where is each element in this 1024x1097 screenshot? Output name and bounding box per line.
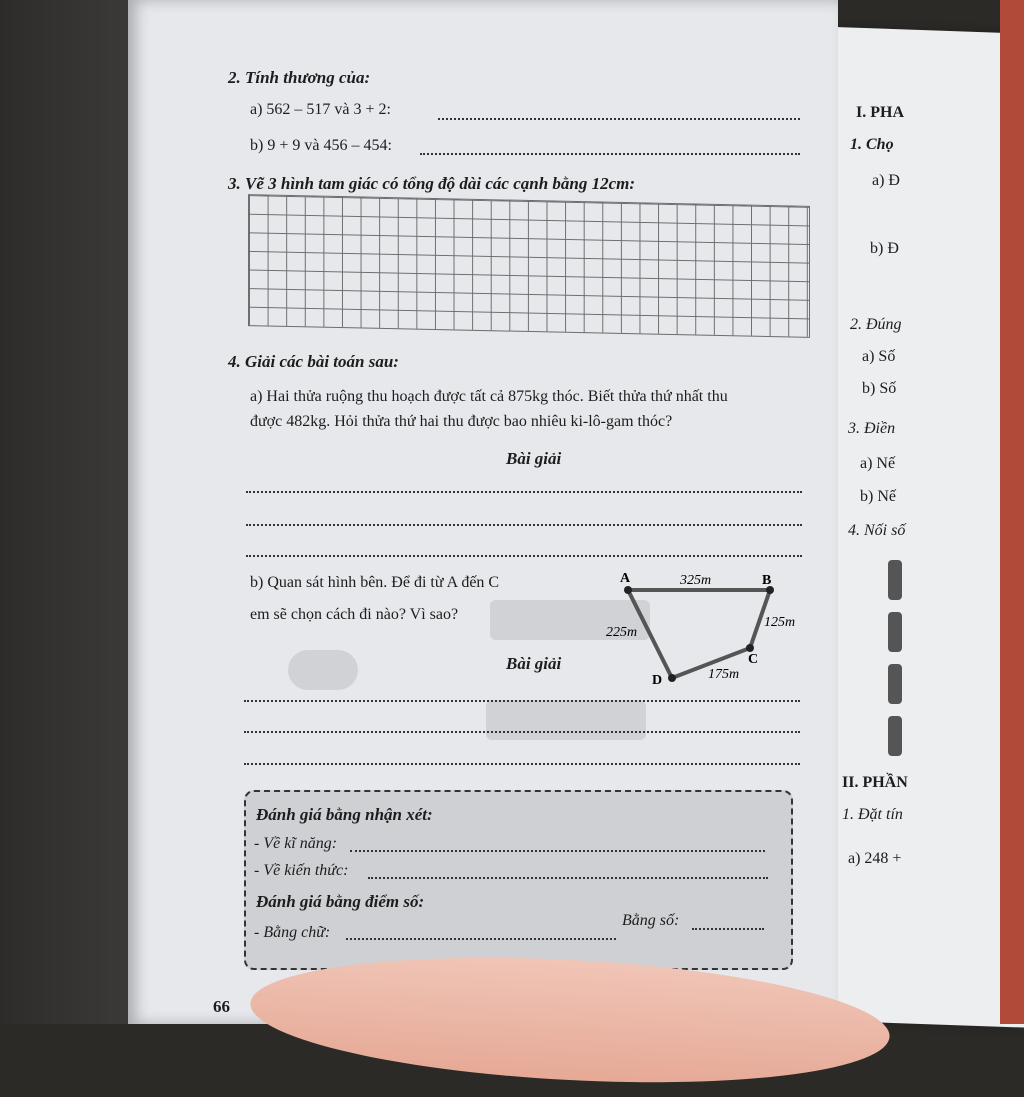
right-page-item: 1. Chọ	[850, 136, 894, 153]
bleed-through	[288, 650, 358, 690]
point-a	[624, 586, 632, 594]
right-page-item: 4. Nối số	[848, 522, 906, 539]
question-2-title: 2. Tính thương của:	[228, 68, 371, 87]
right-page-item: b) Đ	[870, 240, 899, 257]
answer-line	[246, 524, 802, 526]
length-ad: 225m	[606, 625, 638, 640]
right-page-item: a) Nế	[860, 455, 896, 472]
evaluation-knowledge: - Về kiến thức:	[254, 862, 349, 879]
question-2b: b) 9 + 9 và 456 – 454:	[250, 137, 392, 154]
right-page-item: a) Đ	[872, 172, 900, 189]
point-c	[746, 644, 754, 652]
length-bc: 125m	[764, 615, 796, 630]
length-ab: 325m	[680, 573, 712, 588]
solution-heading: Bài giải	[506, 654, 562, 673]
right-page-box	[888, 716, 902, 756]
evaluation-in-words: - Bằng chữ:	[254, 924, 331, 941]
answer-line	[244, 731, 800, 733]
label-d: D	[652, 673, 663, 688]
solution-heading: Bài giải	[506, 449, 562, 468]
background-right	[1000, 0, 1024, 1024]
evaluation-score-title: Đánh giá bằng điểm số:	[256, 892, 425, 911]
right-page-item: I. PHA	[856, 104, 904, 121]
point-d	[668, 674, 676, 682]
right-page-item: II. PHẦN	[842, 774, 908, 791]
answer-line	[246, 555, 802, 557]
quadrilateral-figure	[600, 566, 810, 696]
answer-line	[438, 118, 800, 120]
answer-line	[420, 153, 800, 155]
answer-line	[350, 850, 765, 852]
answer-line	[244, 763, 800, 765]
page-number: 66	[213, 997, 230, 1016]
right-page-item: b) Nế	[860, 488, 896, 505]
question-4a-line2: được 482kg. Hỏi thửa thứ hai thu được bao nhiêu ki-lô-gam thóc?	[250, 413, 673, 430]
right-page-box	[888, 612, 902, 652]
question-4b-line2: em sẽ chọn cách đi nào? Vì sao?	[250, 606, 459, 623]
drawing-grid	[248, 194, 810, 338]
right-page-item: b) Số	[862, 380, 897, 397]
label-c: C	[748, 652, 759, 667]
question-4-title: 4. Giải các bài toán sau:	[228, 352, 399, 371]
answer-line	[346, 938, 616, 940]
length-cd: 175m	[708, 667, 740, 682]
right-page-box	[888, 560, 902, 600]
question-4b-line1: b) Quan sát hình bên. Để đi từ A đến C	[250, 574, 500, 591]
background-left	[0, 0, 132, 1024]
evaluation-in-number: Bằng số:	[622, 912, 680, 929]
right-page-item: a) Số	[862, 348, 896, 365]
question-2a: a) 562 – 517 và 3 + 2:	[250, 101, 391, 118]
right-page-item: 3. Điền	[848, 420, 896, 437]
answer-line	[692, 928, 764, 930]
label-b: B	[762, 573, 772, 588]
evaluation-comment-title: Đánh giá bằng nhận xét:	[256, 805, 433, 824]
bleed-through	[486, 700, 646, 740]
right-page-item: 1. Đặt tín	[842, 806, 903, 823]
answer-line	[244, 700, 800, 702]
right-page-item: a) 248 +	[848, 850, 902, 867]
question-3-title: 3. Vẽ 3 hình tam giác có tổng độ dài các cạnh bằng 12cm:	[228, 174, 636, 193]
answer-line	[246, 491, 802, 493]
question-4a-line1: a) Hai thửa ruộng thu hoạch được tất cả 875kg thóc. Biết thửa thứ nhất thu	[250, 388, 728, 405]
right-page-item: 2. Đúng	[850, 316, 902, 333]
right-page-box	[888, 664, 902, 704]
evaluation-skills: - Về kĩ năng:	[254, 835, 338, 852]
label-a: A	[620, 571, 631, 586]
answer-line	[368, 877, 768, 879]
